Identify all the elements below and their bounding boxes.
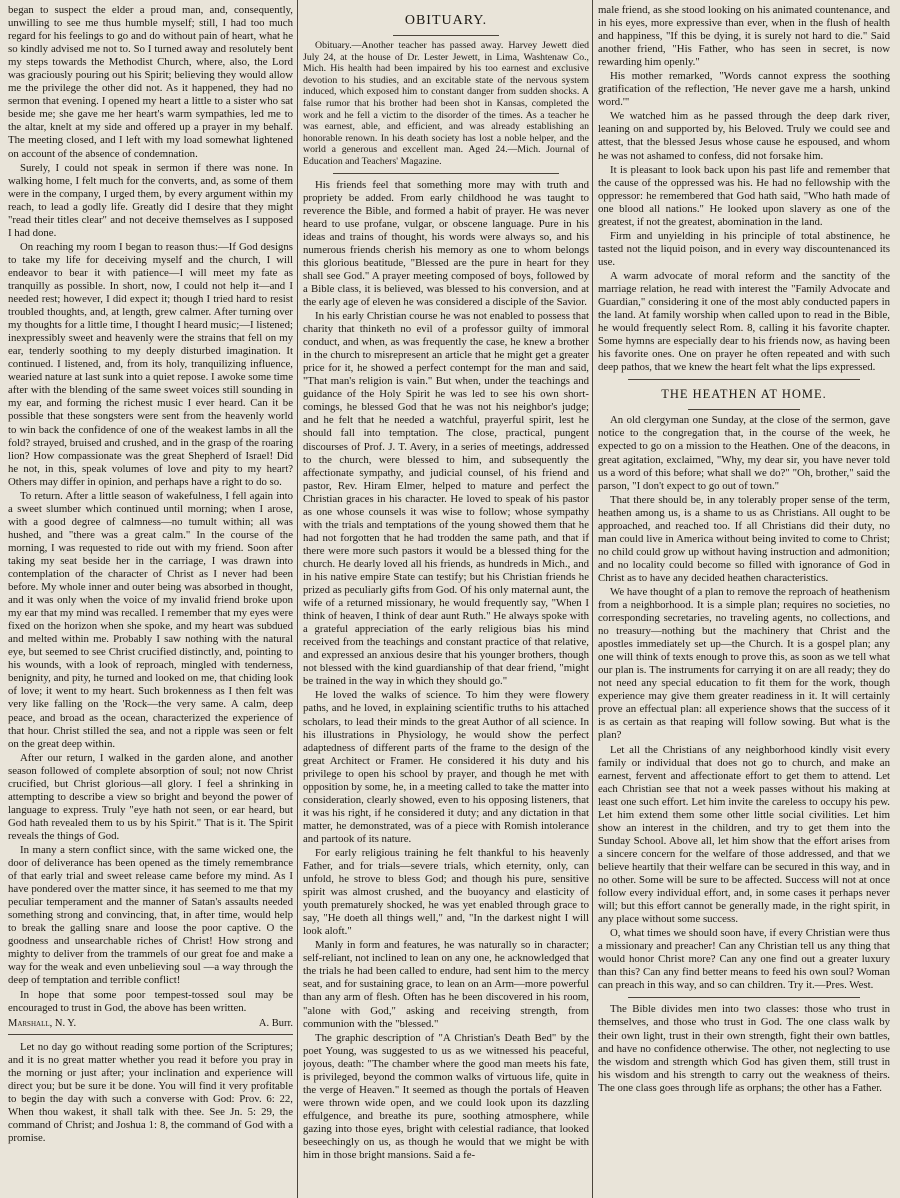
paragraph: Surely, I could not speak in sermon if there was none. In walking home, I felt much for the converts, and, as some of them were in the company, I urged them, by every argument within my reach, to lead a godly life. Greatly did I desire that they might "read their titles clear" and not deceive themselves as I supposed I had done.: [8, 161, 293, 239]
paragraph: It is pleasant to look back upon his past life and remember that the cause of the oppressed was his. He had no fellowship with the oppressor: he remembered that God hath said, "Who hath made of one blood all nations." He looked upon slavery as one of the greatest, if not the greatest, abomination in the land.: [598, 163, 890, 228]
paragraph: He loved the walks of science. To him they were flowery paths, and he loved, in explaining scientific truths to his attached scholars, to lead their minds to the great Author of all science. In his illustrations in Physiology, he would show the perfect adaptedness of different parts of the frame to the design of the great Architect or Framer. He considered it his duty and his privilege to open his school by prayer, and though he met with opposition by some, he, in a meeting called to take the matter into consideration, clearly showed, even to his opposing listeners, that it was his right, if he considered it duty; and any dictation in that matter, he demonstrated, was of a piece with Romish intolerance and partook of its nature.: [303, 689, 589, 845]
divider: [333, 173, 559, 174]
paragraph: O, what times we should soon have, if every Christian were thus a missionary and preacher! Can any Christian tell us any thing that would honor Christ more? Can any one find out a greater luxury than this? Can any find better means to feed his own soul? Woman can preach in this way, and so can children. Try it.—Pres. West.: [598, 927, 890, 992]
paragraph: On reaching my room I began to reason thus:—If God designs to take my life for deceiving myself and the church, I will endeavor to bear it with patience—I will meet my fate as tranquilly as possible. In short, now, I could not help it—and I needed rest; however, I did expect it; though I tried hard to resist troubled thoughts, and, at length, grew calmer. After turning over my thoughts for a little time, I thought I heard music;—I listened; inexpressibly sweet and heavenly were the strains that fell on my ear, tenderly soothing to my deeply disturbed imagination. It continued. I listened, and, from its holy, tranquilizing influence, wearied nature at last sunk into a quiet repose. I awoke some time after with the blending of the same sweet voices still sounding in my ear, and forming the richest music I ever heard. Can it be possible that these songsters were sent from the heavenly world to win back the confidence of one of the weakest lambs in all the fold? strayed, bruised and crushed, and in the grasp of the roaring lion? How compassionate was the great Shepherd of Israel! Did he not, in this, speak volumes of love and pity to my heart? Others may differ in opinion, and perhaps have a right to do so.: [8, 240, 293, 488]
signature-line: [8, 1017, 293, 1030]
divider: [688, 409, 800, 410]
paragraph: For early religious training he felt thankful to his heavenly Father, and for trials—severe trials, which eternity, only, can unfold, he strove to bless God; and though his pure, sensitive spirit was almost crushed, and the buoyancy and elasticity of youth prematurely shocked, he was yet enabled through grace to say, "He doeth all things well," and, "In the darkest night I will look aloft.": [303, 846, 589, 938]
paragraph: Let all the Christians of any neighborhood kindly visit every family or individual that does not go to church, and make an earnest, fervent and affectionate effort to get them to attend. Let each Christian see that not a week passes without his making at least one such effort. Let him invite the careless to occupy his pew. Let him extend them some other little social civilities. Let him show an interest in the children, and try to get them into the Sunday School. Above all, let him show that the effort arises from a sincere concern for the welfare of those addressed, and that we believe heartily that their welfare can be secured in this way, and in no other. Some will be sure to be affected. Success will not at once follow every individual effort, and, in some cases it perhaps never will; but this effort cannot be generally made, in the right spirit, in any place without some success.: [598, 743, 890, 926]
signature-place: Marshall, N. Y.: [8, 1017, 77, 1029]
paragraph: We watched him as he passed through the deep dark river, leaning on and supported by, his Beloved. Truly we could see and attest, that the blessed Jesus whose cause he espoused, and whom he was not ashamed to confess, did not forsake him.: [598, 110, 890, 162]
paragraph: An old clergyman one Sunday, at the close of the sermon, gave notice to the congregation that, in the course of the week, he expected to go on a mission to the Heathen. One of the deacons, in great agitation, exclaimed, "Why, my dear sir, you have never told us a word of this before; what shall we do?" "Oh, brother," said the parson, "I don't expect to go out of town.": [598, 414, 890, 492]
paragraph: A warm advocate of moral reform and the sanctity of the marriage relation, he read with interest the "Family Advocate and Guardian," considering it one of the most ably conducted papers in the land. At family worship when called upon to read in the Bible, he would frequently select Rom. 8, calling it his favorite chapter. Some hymns are especially dear to his friends now, as having been his favorite ones. One on prayer he often repeated and with such deep pathos, that we knew the heart felt what the lips expressed.: [598, 269, 890, 374]
column-rule: [297, 0, 298, 1198]
section-heading-obituary: OBITUARY.: [404, 13, 488, 28]
signature-name: A. Burr.: [258, 1017, 293, 1029]
paragraph: male friend, as she stood looking on his animated countenance, and in his eyes, more expressive than ever, when in the flush of health and happiness, "If this be dying, it is surely not hard to die." Said another friend, "His Father, who has seen in secret, is now rewarding him openly.": [598, 4, 890, 69]
paragraph: To return. After a little season of wakefulness, I fell again into a sweet slumber which continued until morning; when I arose, with a good degree of calmness—no tumult within; all was hushed, and "there was a great calm." In the course of the morning, I was requested to ride out with my friend. Soon after taking my seat beside her in the carriage, I was drawn into contemplation of the character of Christ as I never had been before. My whole inner and outer being was absorbed in thought, and it was only when the voice of my invalid friend broke upon my ear that my mind was recalled. I remember that my eyes were fixed on the horizon when she spoke, and my heart was subdued and melted within me. Probably I saw nothing with the natural eye, but seemed to see Christ crucified distinctly, and, pointing to his wounds, with a look of reproach, mingled with tenderness, benignity, and pity, he turned and looked on me, that chiding look of love; it went to my heart. Such brokenness as I then felt was very like falling on the 'Rock—the very same. A calm, deep peace, and broad as the ocean, characterized the experience of that hour. Christ stilled the sea, and not a ripple was seen or felt on the great deep within.: [8, 489, 293, 750]
divider: [8, 1034, 293, 1035]
paragraph: After our return, I walked in the garden alone, and another season followed of complete absorption of soul; not now Christ crucified, but Christ glorious—all glory. I feel a shrinking in attempting to describe a view so bright and beyond the power of language to express. Truly "eye hath not seen, or ear heard, but God hath revealed them to us by his Spirit." That is it. The Spirit reveals the things of God.: [8, 751, 293, 842]
divider: [628, 379, 860, 380]
paragraph: Firm and unyielding in his principle of total abstinence, he tasted not the liquid poison, and in every way discountenanced its use.: [598, 229, 890, 268]
divider: [628, 997, 860, 998]
column-middle: [303, 4, 589, 1194]
paragraph: His friends feel that something more may with truth and propriety be added. From early childhood he was taught to reverence the Bible, and formed a habit of prayer. He was never heard to use profane, vulgar, or obscene language. Pure in his ideas and trains of thought, his words were always so, and his numerous friends cherish his memory as one to whom belongs this glorious beatitude, "Blessed are the pure in heart for they shall see God." A prayer meeting composed of boys, followed by a Bible class, it is believed, was blessed to his conversion, and at the early age of eleven he was considered a disciple of the Savior.: [303, 178, 589, 308]
column-left: [8, 4, 293, 1194]
paragraph: That there should be, in any tolerably proper sense of the term, heathen among us, is a shame to us as Christians. All ought to be approached, and reached too. If all Christians did their duty, no man could live in America without being invited to come to Christ; no child could grow up without having instruction and admonition; and no locality could become so filled with ignorance of God in Christ as to have any decided heathen characteristics.: [598, 493, 890, 584]
column-right: [598, 4, 890, 1194]
paragraph: In many a stern conflict since, with the same wicked one, the door of deliverance has been opened as the timely remembrance of that early trial and sweet release came before my mind. As I have pondered over the matter since, it has seemed to me that my peculiar temperament and the manner of Satan's assaults needed something strong and convincing, that, in after time, would help to break the galling snare and loose the poor captive. O the goodness and unsearchable riches of Christ! How strong and mighty to deliver from the trammels of our great foe and make a way for the weak and even unbelieving soul —a way through the deep of temptation and terrible conflict!: [8, 844, 293, 987]
paragraph: Let no day go without reading some portion of the Scriptures; and it is no great matter whether you read it before you pray in the morning or just after; your inclination and experience will direct you; but be sure it be done. You will find it very profitable to begin the day with such a converse with God: Prov. 6: 22, When thou wakest, it shall talk with thee. See Jn. 5: 29, the command of Christ; and Joshua 1: 8, the command of God with a promise.: [8, 1040, 293, 1144]
paragraph: His mother remarked, "Words cannot express the soothing gratification of the reflection, 'He never gave me a harsh, unkind word.'": [598, 70, 890, 109]
paragraph: The Bible divides men into two classes: those who trust in themselves, and those who trust in God. The one class walk by their own light, trust in their own strength, fight their own battles, and have no confidence otherwise. The other, not neglecting to use the wisdom and strength which God has given them, still trust in his wisdom and his strength to carry out the weakness of theirs. The one class goes through life as orphans; the other has a Father.: [598, 1003, 890, 1094]
obituary-notice: Obituary.—Another teacher has passed away. Harvey Jewett died July 24, at the house of Dr. Lester Jewett, in Lima, Washtenaw Co., Mich. His health had been impaired by his too earnest and exclusive devotion to his studies, and an excitable state of the nervous system induced, which exposed him to constant danger from sudden shocks. A false rumor that his brother had been shot in Kansas, completed the work and he fell a victim to the disorder of the times. As a teacher he was earnest, able, and efficient, and was already establishing an honorable renown. In his death society has lost a noble helper, and the world a generous and excellent man. Aged 24.—Mich. Journal of Education and Teachers' Magazine.: [303, 40, 589, 167]
column-rule: [592, 0, 593, 1198]
paragraph: The graphic description of "A Christian's Death Bed" by the poet Young, was suggested to us as we witnessed his peaceful, joyous, death: "The chamber where the good man meets his fate, is privileged, beyond the common walks of virtuous life, quite in the verge of Heaven." It seemed as though the portals of Heaven were thrown wide open, and we could look upon its dazzling effulgence, and breathe its pure, soothing atmosphere, while gazing into those eyes, bright with celestial radiance, that looked beseechingly on us, as though he would that we might be with him in those bright mansions. Said a fe-: [303, 1031, 589, 1162]
paragraph: Manly in form and features, he was naturally so in character; self-reliant, not inclined to lean on any one, he acknowledged that the trials he had been called to endure, had sent him to the mercy seat, and for sustaining grace, to lean on an Arm—more powerful than any arm of flesh. Often has he been discovered in his room, "alone with God," asking and receiving strength, from communion with the "blessed.": [303, 939, 589, 1030]
divider: [393, 35, 499, 36]
paragraph: In his early Christian course he was not enabled to possess that charity that thinketh no evil of a professor guilty of immoral conduct, and when, as was frequently the case, he knew a brother in the church to misrepresent an article that he might get a greater price for it, he showed a perfect contempt for the man and said, "That man's religion is vain." But when, under the teachings and guidance of the Holy Spirit he was led to see his own short-comings, he blessed God that he was not his neighbor's judge; and he felt that he needed a watchful, prayerful spirit, lest he should fall into temptation. The close, practical, pungent discourses of Prof. J. T. Avery, in a series of meetings, addressed to the church, were blessed to him, and subsequently the affectionate sympathy, and judicial counsel, of his friend and pastor, Rev. Hiram Elmer, helped to mature and perfect the Christian graces in his character. He loved to speak of his pastor as one whose counsels it was wise to follow; whose sympathy with the trials and temptations of the young showed them that he had not forgotten that he had trodden the same path, and that if there were more such pastors it would be a blessed thing for the church. He dearly loved all his friends, as hundreds in Mich., and in his native empire State can testify; but his Christian friends he prized as peculiarly gifts from God. Of his only maternal aunt, the wife of a returned missionary, he would frequently say, "When I think of heaven, I think of dear aunt Ruth." He always spoke with a grateful appreciation of the early religious bias his mind received from the teachings and constant practice of that relative, and expressed an anxious desire that his younger brothers, though not blessed with the kind guardianship of that dear friend, "might be trained in the way in which they should go.": [303, 310, 589, 688]
section-heading-heathen: THE HEATHEN AT HOME.: [661, 387, 827, 402]
paragraph: In hope that some poor tempest-tossed soul may be encouraged to trust in God, the above has been written.: [8, 988, 293, 1014]
paragraph: began to suspect the elder a proud man, and, consequently, unwilling to see me thus humble myself; still, I had too much regard for his feelings to go and do without pain of heart, what he so kindly advised me not to. So I turned away and resolutely bent my steps towards the Methodist Church, where, also, the Lord was graciously pouring out his Spirit; believing they would allow me the privilege the other did not. As it happened, they had no sermon that evening. I opened my heart a little to a sister who sat beside me; she gave me her heart's warm sympathies, led me to the altar, knelt at my side and offered up a prayer in my behalf. The meeting closed, and I left with my load somewhat lightened on account of the absence of condemnation.: [8, 4, 293, 160]
paragraph: We have thought of a plan to remove the reproach of heathenism from a neighborhood. It is a simple plan; requires no societies, no corresponding secretaries, no traveling agents, no collections, and no treasury—nothing but the machinery that Christ and the apostles immediately set up—the Church. It is a gospel plan; any one will think of texts enough to prove this, as soon as we tell what our plan is. The instruments for carrying it on are all ready; they do not need any special education to fit them for the work, though experience may give them greater readiness in it. It will certainly prove an effectual plan: all experience shows that the success of it is as certain as that reaping will follow sowing. But what is the plan?: [598, 585, 890, 742]
